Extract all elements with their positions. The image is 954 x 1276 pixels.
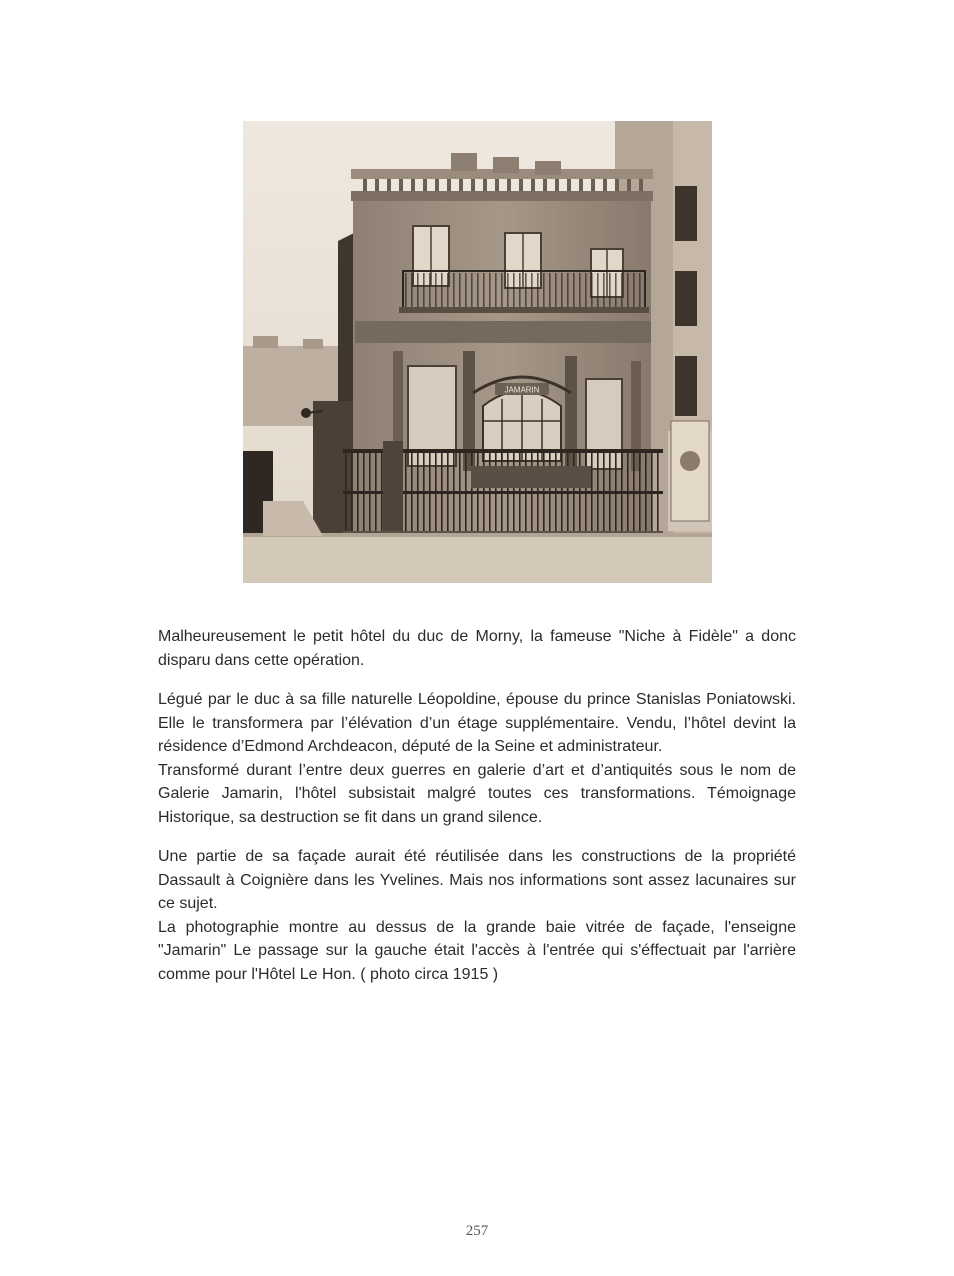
- jamarin-sign: JAMARIN: [504, 385, 540, 395]
- paragraph-1-line-1: Malheureusement le petit hôtel du duc de Morny, la fameuse "Niche à Fidèle" a donc disparu dans cette opération.: [158, 628, 796, 669]
- page-number: 257: [465, 1223, 489, 1239]
- historic-photo-hotel-facade: [243, 121, 712, 583]
- paragraph-2-line-2: Transformé durant l’entre deux guerres en galerie d’art et d’antiquités sous le nom de Galerie Jamarin, l'hôtel subsistait malgré toutes ces transformations. Témoignage Historique, sa destruction se fit dans un grand silence.: [158, 761, 796, 826]
- paragraph-3-line-2: La photographie montre au dessus de la grande baie vitrée de façade, l'enseigne "Jamarin" Le passage sur la gauche était l'accès à l'entrée qui s'éffectuait par l'arrière comme pour l'Hôtel Le Hon. ( photo circa 1915 ): [158, 918, 796, 983]
- paragraph-2-line-1: Légué par le duc à sa fille naturelle Léopoldine, épouse du prince Stanislas Poniatowski. Elle le transformera par l’élévation d’un étage supplémentaire. Vendu, l’hôtel devint la résidence d’Edmond Archdeacon, député de la Seine et administrateur.: [158, 691, 796, 755]
- paragraph-3: [158, 845, 796, 986]
- paragraph-1: [158, 625, 796, 672]
- paragraph-3-line-1: Une partie de sa façade aurait été réutilisée dans les constructions de la propriété Dassault à Coignière dans les Yvelines. Mais nos informations sont assez lacunaires sur ce sujet.: [158, 848, 796, 912]
- paragraph-2: [158, 688, 796, 829]
